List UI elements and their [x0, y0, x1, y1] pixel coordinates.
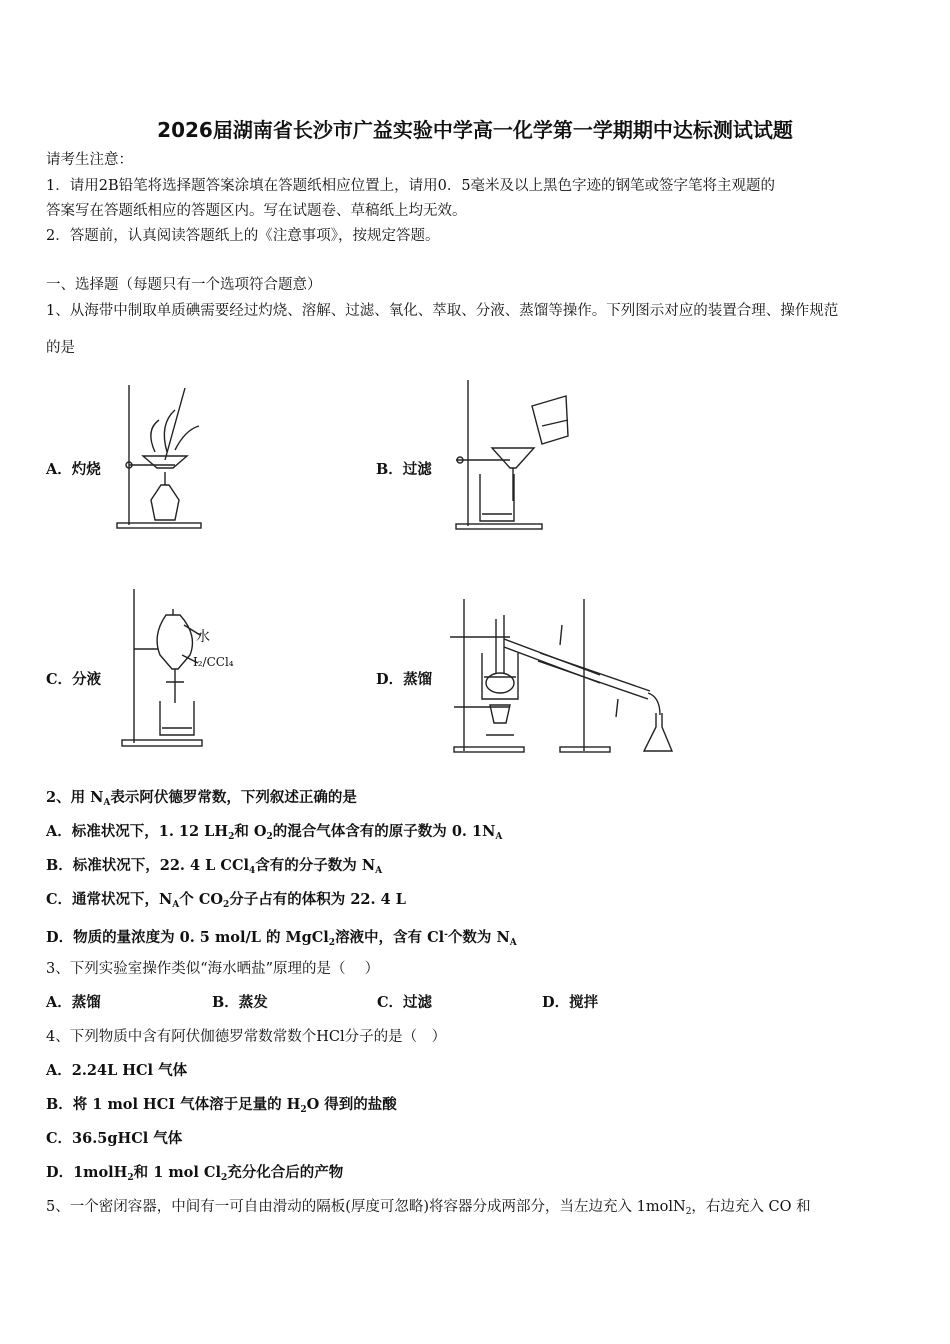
text-segment: 和 1 mol Cl: [133, 1164, 221, 1181]
superscript: -: [444, 930, 448, 940]
text-segment: 个 CO: [179, 891, 224, 908]
text-segment: ，右边充入 CO 和: [691, 1199, 811, 1215]
q4-option-b: [46, 1095, 397, 1120]
q5-stem: [46, 1197, 811, 1222]
text-segment: B．将 1 mol HCI 气体溶于足量的 H: [46, 1096, 301, 1113]
subscript: A: [375, 866, 383, 876]
q4-option-c: [46, 1129, 182, 1149]
text-segment: 和 O: [234, 823, 267, 840]
subscript: 2: [228, 832, 235, 842]
figure-c-label: C．分液: [46, 671, 102, 688]
text-segment: D．物质的量浓度为 0. 5 mol/L 的 MgCl: [46, 929, 329, 946]
combustion-apparatus-figure: [115, 380, 215, 532]
q2-option-a: [46, 822, 502, 847]
subscript: 2: [223, 900, 230, 910]
q3-option-c: C．过滤: [377, 994, 433, 1011]
q2-option-b: [46, 856, 382, 881]
notice-item-1: 1．请用2B铅笔将选择题答案涂填在答题纸相应位置上，请用0．5毫米及以上黑色字迹的钢笔或签字笔将主观题的: [46, 178, 776, 194]
figure-b-label: B．过滤: [376, 461, 432, 478]
text-segment: O 得到的盐酸: [306, 1096, 397, 1113]
i2-ccl4-label: I₂/CCl₄: [193, 655, 234, 669]
text-segment: 分子占有的体积为 22. 4 L: [229, 891, 406, 908]
section-heading: 一、选择题（每题只有一个选项符合题意）: [46, 277, 322, 293]
text-segment: B．标准状况下，22. 4 L CCl: [46, 857, 249, 874]
notice-heading: 请考生注意：: [46, 152, 133, 168]
subscript: A: [495, 832, 503, 842]
q2-option-c: [46, 890, 406, 915]
text-segment: A．2.24L HCl 气体: [46, 1062, 188, 1079]
q3-stem: 3、下列实验室操作类似“海水晒盐”原理的是（ ）: [46, 961, 380, 977]
text-segment: C．通常状况下，N: [46, 891, 173, 908]
subscript: 2: [685, 1207, 692, 1217]
q3-option-d: D．搅拌: [542, 994, 599, 1011]
subscript: 2: [220, 1173, 228, 1183]
q4-option-a: [46, 1061, 187, 1081]
subscript: 2: [266, 832, 273, 842]
notice-item-2: 2．答题前，认真阅读答题纸上的《注意事项》，按规定答题。: [46, 228, 440, 244]
text-segment: 充分化合后的产物: [227, 1164, 344, 1181]
water-label: 水: [196, 629, 210, 645]
text-segment: A．标准状况下，1. 12 LH: [46, 823, 229, 840]
page-title: 2026届湖南省长沙市广益实验中学高一化学第一学期期中达标测试试题: [157, 118, 793, 142]
text-segment: N: [90, 789, 104, 806]
figure-a-label: A．灼烧: [46, 461, 101, 478]
distillation-apparatus-figure: [450, 595, 680, 757]
q1-stem: 1、从海带中制取单质碘需要经过灼烧、溶解、过滤、氧化、萃取、分液、蒸馏等操作。下列图示对应的装置合理、操作规范: [46, 303, 839, 319]
subscript: A: [509, 938, 517, 948]
q2-stem: [46, 788, 357, 813]
q4-option-d: [46, 1163, 343, 1188]
subscript: 2: [127, 1173, 134, 1183]
text-segment: 表示阿伏德罗常数，下列叙述正确的是: [110, 789, 357, 806]
q3-option-a: A．蒸馏: [46, 994, 101, 1011]
text-segment: 的混合气体含有的原子数为 0. 1N: [272, 823, 496, 840]
q1-stem-cont: 的是: [46, 340, 75, 356]
figure-d-label: D．蒸馏: [376, 671, 433, 688]
text-segment: 2、用: [46, 789, 91, 806]
text-segment: 溶液中，含有 Cl: [335, 929, 445, 946]
text-segment: D．1molH: [46, 1164, 128, 1181]
subscript: 2: [328, 938, 336, 948]
subscript: A: [103, 798, 111, 808]
text-segment: 5、一个密闭容器，中间有一可自由滑动的隔板(厚度可忽略)将容器分成两部分，当左边充入 1molN: [46, 1199, 686, 1215]
subscript: 4: [249, 866, 256, 876]
text-segment: C．36.5gHCl 气体: [46, 1130, 183, 1147]
notice-item-1-cont: 答案写在答题纸相应的答题区内。写在试题卷、草稿纸上均无效。: [46, 203, 467, 219]
q4-stem: 4、下列物质中含有阿伏伽德罗常数常数个HCl分子的是（ ）: [46, 1029, 447, 1045]
filtration-apparatus-figure: [450, 376, 580, 532]
q3-option-b: B．蒸发: [212, 994, 268, 1011]
subscript: 2: [300, 1105, 307, 1115]
subscript: A: [172, 900, 180, 910]
q2-option-d: [46, 925, 517, 953]
text-segment: 个数为 N: [447, 929, 510, 946]
text-segment: 含有的分子数为 N: [255, 857, 376, 874]
